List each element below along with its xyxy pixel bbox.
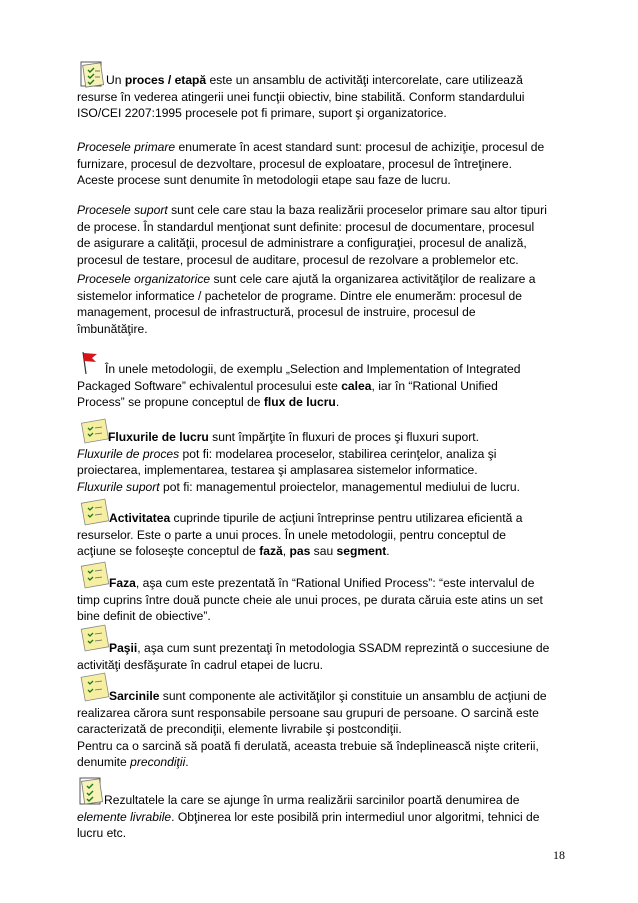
paragraph-deliverables: Rezultatele la care se ajunge în urma realizării sarcinilor poartă denumirea de elemente livrabile. Obţinerea lor este posibilă prin intermediul unor algoritmi, tehnici de lucru etc. [77,793,540,841]
page-number: 18 [553,848,565,862]
paragraph-workflows: Fluxurile de lucru sunt împărţite în fluxuri de proces şi fluxuri suport. Fluxurile de proces pot fi: modelarea proceselor, stabilirea cerinţelor, analiza şi proiectarea, implementarea, testarea şi amplasarea sistemelor informatice. Fluxurile suport pot fi: managementul proiectelor, managementul mediului de lucru. [77,430,521,494]
paragraph-process-definition: Un proces / etapă este un ansamblu de activităţi intercorelate, care utilizează resurse în vederea atingerii unei funcţii obiectiv, bine stabilită. Conform standardului ISO/CEI 2207:1995 procesele pot fi primare, suport şi organizatorice. [77,73,525,121]
paragraph-steps: Paşii, aşa cum sunt prezentaţi în metodologia SSADM reprezintă o succesiune de activităţi desfăşurate în cadrul etapei de lucru. [77,641,550,672]
paragraph-tasks: Sarcinile sunt componente ale activităţilor şi constituie un ansamblu de acţiuni de realizarea cărora sunt responsabile persoane sau grupuri de persoane. O sarcină este caracterizată de precondiţii, elemente livrabile şi postcondiţii. Pentru ca o sarcină să poată fi derulată, aceasta trebuie să îndeplinească nişte criterii, denumite precondiţii. [77,689,547,770]
paragraph-workflow-concept: În unele metodologii, de exemplu „Selection and Implementation of Integrated Packaged Software” echivalentul procesului este calea, iar în “Rational Unified Process” se propune conceptul de flux de lucru. [77,362,521,410]
paragraph-primary-processes: Procesele primare enumerate în acest standard sunt: procesul de achiziţie, procesul de furnizare, procesul de dezvoltare, procesul de exploatare, procesul de întreţinere. Aceste procese sunt denumite în metodologii etape sau faze de lucru. [77,140,545,188]
paragraph-support-processes: Procesele suport sunt cele care stau la baza realizării proceselor primare sau altor tipuri de procese. În standardul menţionat sunt definite: procesul de documentare, procesul de asigurare a calităţii, procesul de administrare a configuraţiei, procesul de analiză, procesul de testare, procesul de auditare, procesul de rezolvare a problemelor etc. [77,203,547,267]
paragraph-organizational-processes: Procesele organizatorice sunt cele care ajută la organizarea activităţilor de realizare a sistemelor informatice / pachetelor de programe. Dintre ele enumerăm: procesul de management, procesul de infrastructură, procesul de instruire, procesul de îmbunătăţire. [77,272,536,336]
paragraph-activity: Activitatea cuprinde tipurile de acţiuni întreprinse pentru utilizarea eficientă a resurselor. Este o parte a unui proces. În unele metodologii, pentru conceptul de acţiune se foloseşte conceptul de fază, pas sau segment. [77,511,523,559]
paragraph-phase: Faza, aşa cum este prezentată în “Rational Unified Process”: “este intervalul de timp cuprins între două puncte cheie ale unui proces, pe durata căruia este atins un set bine definit de obiective”. [77,576,543,624]
